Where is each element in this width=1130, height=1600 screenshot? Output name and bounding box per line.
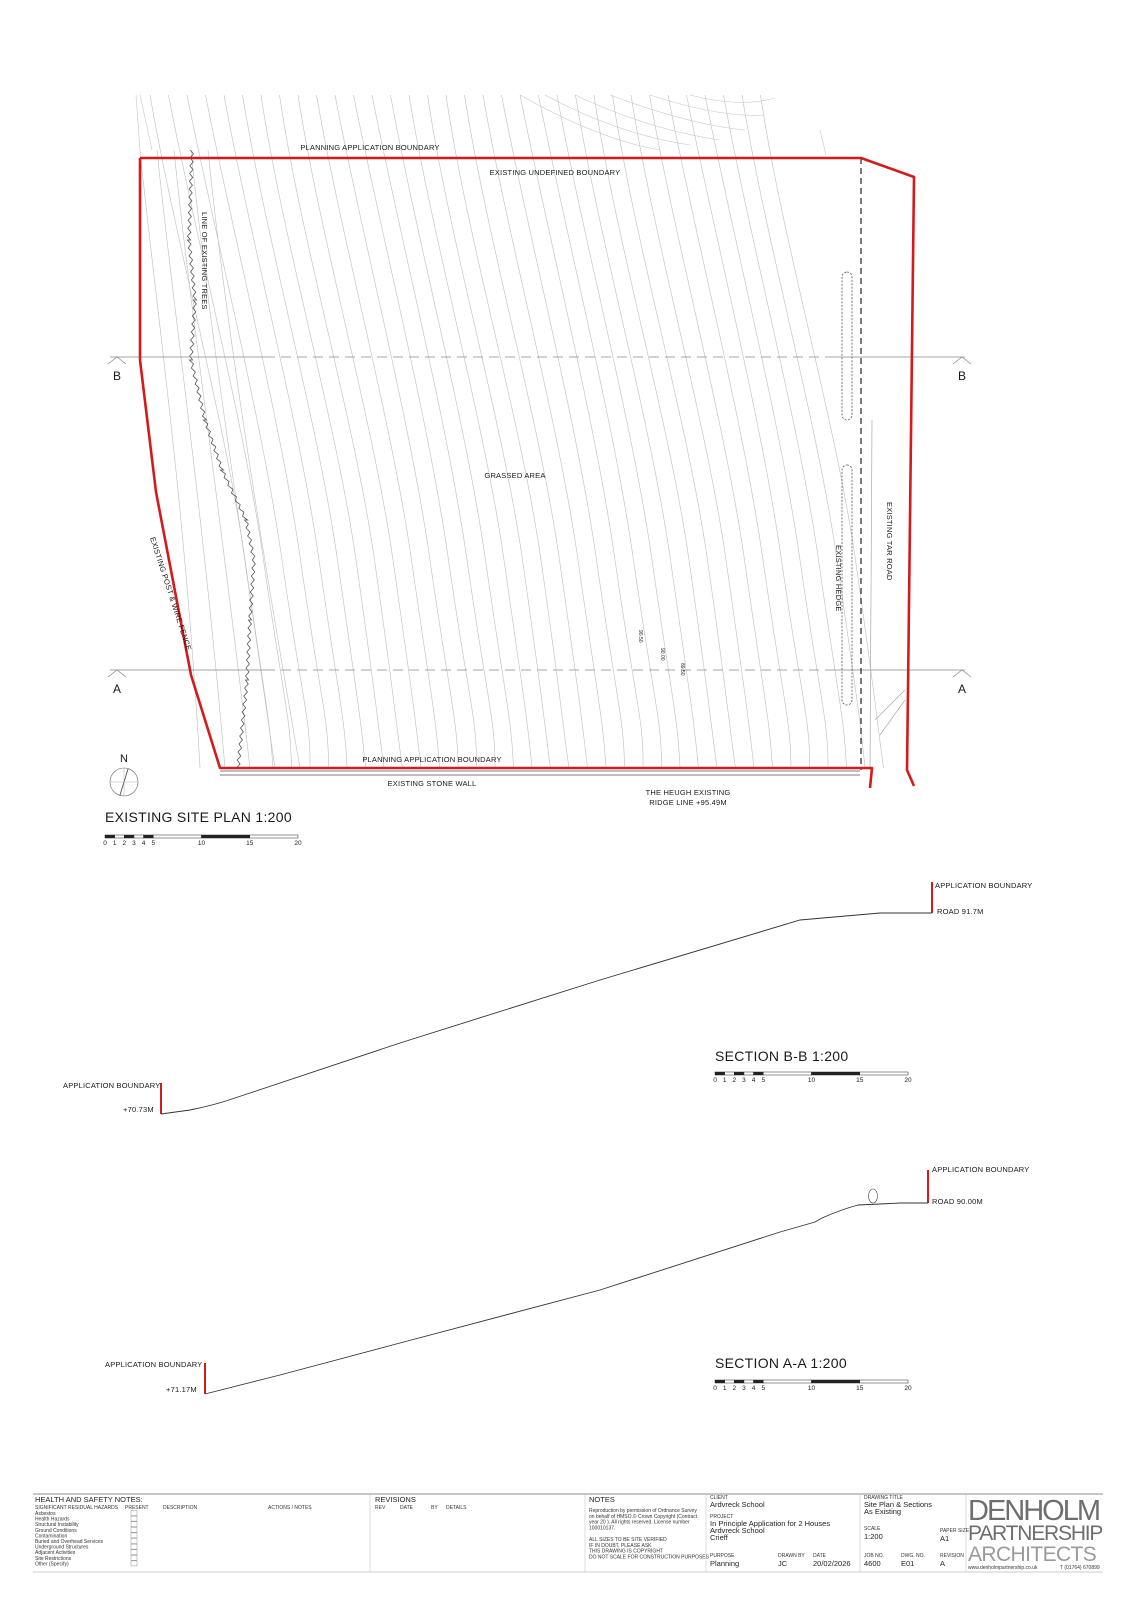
scale-tick-label: 10: [807, 1077, 816, 1084]
client-label: CLIENT: [710, 1495, 728, 1501]
hs-col-hazards: SIGNIFICANT RESIDUAL HAZARDS: [35, 1505, 119, 1511]
drawing-title-line-1: Site Plan & Sections: [864, 1500, 932, 1509]
paper-size-label: PAPER SIZE: [940, 1528, 970, 1534]
note-line: ALL SIZES TO BE SITE VERIFIED: [589, 1537, 667, 1543]
note-line: Reproduction by permission of Ordnance Survey: [589, 1508, 697, 1514]
contour-line: [298, 95, 421, 768]
scale-tick-label: 2: [122, 840, 127, 847]
scale-segment: [754, 1072, 764, 1075]
scale-tick-label: 20: [904, 1077, 912, 1084]
stone-wall: [220, 771, 860, 775]
rev-col-details: DETAILS: [446, 1505, 467, 1511]
contour-line: [502, 95, 625, 768]
scale-segment: [105, 835, 115, 838]
scale-segment: [812, 1072, 860, 1075]
scale-segment: [250, 835, 298, 838]
hazard-item: Ground Conditions: [35, 1527, 77, 1534]
section-aa-title: SECTION A-A 1:200: [715, 1355, 847, 1371]
scale-segment: [153, 835, 201, 838]
contour-line: [354, 95, 477, 768]
hs-title: HEALTH AND SAFETY NOTES:: [35, 1495, 143, 1504]
section-b-left-marker: B: [112, 369, 122, 383]
section-aa-right-boundary-label: APPLICATION BOUNDARY: [932, 1165, 1030, 1174]
scale-tick-label: 3: [742, 1077, 746, 1084]
hazard-checkbox: [131, 1561, 137, 1566]
website: www.denholmpartnership.co.uk: [968, 1565, 1038, 1571]
site-plan: [103, 95, 971, 847]
scale-tick-label: 20: [904, 1385, 912, 1392]
scale-tick-label: 4: [751, 1385, 756, 1392]
hs-col-present: PRESENT: [125, 1505, 149, 1511]
scale-segment: [812, 1380, 860, 1383]
hazard-checkbox: [131, 1555, 137, 1560]
scale-tick-label: 4: [141, 840, 146, 847]
contour-line: [557, 95, 680, 768]
scale-tick-label: 15: [246, 840, 254, 847]
scale-segment: [115, 835, 125, 838]
notes-list: [589, 1508, 710, 1560]
scale-tick-label: 5: [761, 1385, 766, 1392]
undefined-boundary-label: EXISTING UNDEFINED BOUNDARY: [489, 168, 621, 177]
contour-line: [224, 95, 347, 768]
scale-tick-label: 2: [732, 1077, 737, 1084]
scale-tick-label: 4: [751, 1077, 756, 1084]
scale-tick-label: 1: [722, 1077, 727, 1084]
hazard-checkbox: [131, 1533, 137, 1538]
scale-tick-label: 10: [197, 840, 206, 847]
scale-tick-label: 15: [856, 1077, 864, 1084]
hazard-item: Contamination: [35, 1533, 68, 1540]
drawing-title-label: DRAWING TITLE: [864, 1495, 903, 1501]
purpose-value: Planning: [710, 1559, 740, 1568]
dwg-no-value: E01: [901, 1559, 915, 1568]
scale-segment: [734, 1072, 744, 1075]
scale-label: SCALE: [864, 1526, 881, 1532]
job-no-value: 4600: [864, 1559, 881, 1568]
section-aa: [105, 1165, 1030, 1394]
job-no-label: JOB NO.: [864, 1553, 885, 1559]
hazard-item: Adjacent Activities: [35, 1550, 76, 1557]
planning-boundary-bottom-label: PLANNING APPLICATION BOUNDARY: [362, 755, 502, 764]
contour-line: [174, 150, 250, 768]
scale-segment: [715, 1380, 725, 1383]
scale-segment: [725, 1072, 735, 1075]
hazard-item: Underground Structures: [35, 1544, 89, 1551]
tree-line: [187, 150, 255, 768]
rev-col-date: DATE: [400, 1505, 413, 1511]
revision-label: REVISION: [940, 1553, 964, 1559]
planning-boundary-top-label: PLANNING APPLICATION BOUNDARY: [300, 143, 440, 152]
client-value: Ardvreck School: [710, 1500, 765, 1509]
hs-col-actions: ACTIONS / NOTES: [268, 1505, 312, 1511]
hazard-item: Asbestos: [35, 1511, 56, 1517]
scale-segment: [715, 1072, 725, 1075]
stone-wall-label: EXISTING STONE WALL: [387, 779, 477, 788]
scale-bar-section-bb: [713, 1072, 912, 1084]
note-line: THIS DRAWING IS COPYRIGHT: [589, 1548, 663, 1555]
tar-road-label: EXISTING TAR ROAD: [885, 502, 894, 581]
scale-tick-label: 3: [742, 1385, 746, 1392]
trees-label: LINE OF EXISTING TREES: [200, 212, 209, 310]
contour-line: [391, 95, 514, 768]
scale-segment: [744, 1072, 754, 1075]
scale-tick-label: 0: [713, 1385, 717, 1392]
purpose-label: PURPOSE: [710, 1553, 735, 1559]
contour-line: [539, 95, 662, 768]
road-edges: [870, 420, 905, 770]
contour-line: [631, 95, 754, 768]
contour-line: [465, 95, 588, 768]
project-line-1: In Principle Application for 2 Houses: [710, 1519, 831, 1528]
contour-line: [724, 95, 847, 768]
scale-tick-label: 20: [294, 840, 302, 847]
contour-line: [208, 150, 300, 768]
scale-segment: [134, 835, 144, 838]
section-aa-tree: [869, 1189, 878, 1203]
ridge-line-label-2: RIDGE LINE +95.49M: [649, 798, 727, 807]
scale-segment: [202, 835, 250, 838]
contour-line: [687, 95, 810, 768]
date-value: 20/02/2026: [813, 1559, 851, 1568]
scale-tick-label: 5: [761, 1077, 766, 1084]
project-line-2: Ardvreck School: [710, 1526, 765, 1535]
notes-title: NOTES: [589, 1495, 615, 1504]
contour-line: [261, 95, 384, 768]
hazard-checkbox: [131, 1516, 137, 1521]
contour-lines: [140, 95, 884, 768]
section-line-a: [108, 670, 971, 677]
site-plan-title: EXISTING SITE PLAN 1:200: [105, 809, 292, 825]
section-a-left-marker: A: [112, 682, 122, 696]
contour-line: [372, 95, 495, 768]
section-b-right-marker: B: [957, 369, 967, 383]
contour-line: [446, 95, 569, 768]
contour-label: 89.50: [679, 663, 685, 676]
scale-segment: [744, 1380, 754, 1383]
contour-line: [520, 95, 643, 768]
hazard-checkbox: [131, 1550, 137, 1555]
contour-line: [613, 95, 736, 768]
scale-tick-label: 0: [103, 840, 107, 847]
contour-label: 90.00: [659, 648, 665, 661]
contour-line: [705, 95, 828, 768]
phone: T (01764) 670899: [1060, 1565, 1100, 1571]
contour-line: [169, 95, 292, 768]
section-bb: [63, 881, 1033, 1114]
scale-value: 1:200: [864, 1532, 883, 1541]
hazard-checkbox: [131, 1539, 137, 1544]
scale-segment: [763, 1072, 811, 1075]
title-block: [33, 1494, 1103, 1572]
scale-tick-label: 1: [722, 1385, 727, 1392]
scale-segment: [860, 1380, 908, 1383]
drawn-by-label: DRAWN BY: [778, 1553, 805, 1559]
contour-line: [594, 95, 717, 768]
section-bb-left-boundary-label: APPLICATION BOUNDARY: [63, 1081, 161, 1090]
scale-segment: [725, 1380, 735, 1383]
hedge-label: EXISTING HEDGE: [834, 545, 843, 612]
section-bb-left-level: +70.73M: [123, 1105, 154, 1114]
ridge-line-label-1: THE HEUGH EXISTING: [645, 788, 731, 797]
rev-col-rev: REV: [375, 1505, 386, 1511]
note-line: year 20 ). All rights reserved. License number: [589, 1519, 690, 1526]
note-line: DO NOT SCALE FOR CONSTRUCTION PURPOSES: [589, 1554, 709, 1561]
note-line: 100010137.: [589, 1525, 616, 1532]
section-bb-right-boundary-label: APPLICATION BOUNDARY: [935, 881, 1033, 890]
project-label: PROJECT: [710, 1514, 734, 1520]
hazard-item: Other (Specify): [35, 1561, 69, 1568]
contour-line: [150, 95, 273, 768]
hazard-checkbox: [131, 1544, 137, 1549]
note-line: IF IN DOUBT, PLEASE ASK: [589, 1542, 652, 1549]
contour-line: [428, 95, 551, 768]
scale-tick-label: 10: [807, 1385, 816, 1392]
section-aa-left-level: +71.17M: [166, 1385, 197, 1394]
contour-line: [280, 95, 403, 768]
scale-tick-label: 0: [713, 1077, 717, 1084]
north-arrow: [110, 753, 138, 796]
scale-tick-label: 1: [112, 840, 117, 847]
scale-bar-plan: [103, 835, 302, 847]
section-a-right-marker: A: [957, 682, 967, 696]
scale-segment: [124, 835, 134, 838]
existing-slope-lines: [136, 95, 826, 155]
hazard-item: Structural Instability: [35, 1522, 79, 1529]
hazard-item: Buried and Overhead Services: [35, 1539, 104, 1545]
drawing-title-line-2: As Existing: [864, 1507, 902, 1516]
hazard-checkbox: [131, 1511, 137, 1516]
grassed-area-label: GRASSED AREA: [484, 471, 546, 480]
contour-line: [187, 95, 310, 768]
section-aa-right-level: ROAD 90.00M: [932, 1197, 983, 1206]
paper-size-value: A1: [940, 1534, 950, 1543]
section-bb-title: SECTION B-B 1:200: [715, 1048, 849, 1064]
logo-partnership: PARTNERSHIP: [968, 1522, 1103, 1545]
contour-line: [761, 95, 884, 768]
note-line: on behalf of HMSO.© Crown Copyright (Contract: [589, 1513, 698, 1520]
scale-tick-label: 15: [856, 1385, 864, 1392]
rev-col-by: BY: [431, 1505, 438, 1511]
scale-tick-label: 3: [132, 840, 136, 847]
north-label: N: [120, 753, 128, 765]
logo-architects: ARCHITECTS: [968, 1543, 1097, 1566]
revisions-title: REVISIONS: [375, 1495, 416, 1504]
scale-segment: [144, 835, 154, 838]
section-aa-left-boundary-label: APPLICATION BOUNDARY: [105, 1360, 203, 1369]
scale-tick-label: 2: [732, 1385, 737, 1392]
drawn-by-value: JC: [778, 1559, 788, 1568]
fence-label: EXISTING POST & WIRE FENCE: [148, 535, 194, 652]
contour-line: [668, 95, 791, 768]
logo-denholm: DENHOLM: [968, 1495, 1100, 1527]
hazard-checkbox: [131, 1522, 137, 1527]
scale-segment: [754, 1380, 764, 1383]
scale-segment: [763, 1380, 811, 1383]
company-logo: [968, 1495, 1102, 1566]
scale-tick-label: 5: [151, 840, 156, 847]
date-label: DATE: [813, 1553, 826, 1559]
contour-label: 90.50: [637, 630, 643, 643]
hazard-checkbox: [131, 1527, 137, 1532]
hs-col-description: DESCRIPTION: [163, 1505, 198, 1511]
project-line-3: Crieff: [710, 1533, 728, 1542]
hazard-list: [35, 1511, 137, 1568]
scale-segment: [860, 1072, 908, 1075]
section-bb-ground-line: [161, 913, 932, 1114]
section-bb-right-level: ROAD 91.7M: [937, 907, 984, 916]
revision-value: A: [940, 1559, 946, 1568]
hazard-item: Site Restrictions: [35, 1555, 72, 1562]
hazard-item: Health Hazards: [35, 1516, 70, 1523]
contour-line: [335, 95, 458, 768]
dwg-no-label: DWG. NO.: [901, 1553, 925, 1559]
contour-line: [206, 95, 329, 768]
scale-segment: [734, 1380, 744, 1383]
scale-bar-section-aa: [713, 1380, 912, 1392]
